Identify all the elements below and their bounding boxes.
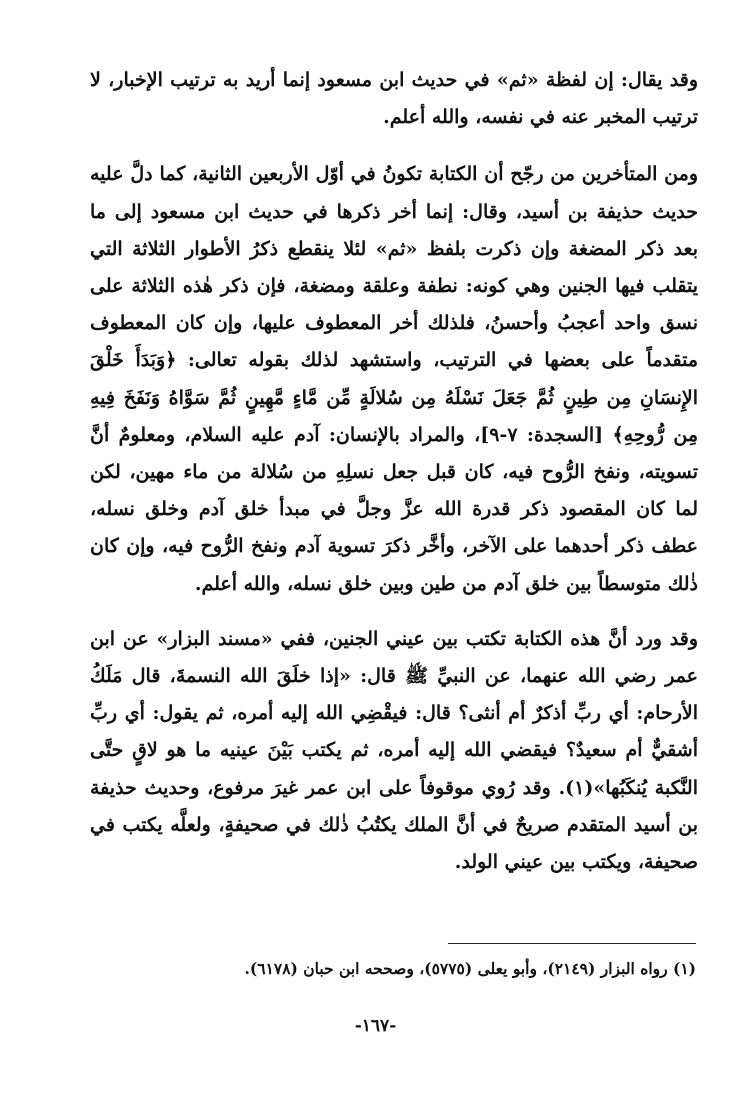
page-number: -١٦٧- xyxy=(354,1016,397,1036)
main-text xyxy=(90,62,698,881)
paragraph-3: وقد ورد أنَّ هذه الكتابة تكتب بين عيني الجنين، ففي «مسند البزار» عن ابن عمر رضي الله عنهما، عن النبيِّ ﷺ قال: «إذا خلَقَ الله النسمةَ، قال مَلَكُ الأرحام: أي ربِّ أذكرٌ أم أنثى؟ قال: فيقْضِي الله إليه أمره، ثم يقول: أي ربِّ أشقيٌّ أم سعيدٌ؟ فيقضي الله إليه أمره، ثم يكتب بَيْنَ عينيه ما هو لاقٍ حتَّى النَّكبة يُنكَبُها»(١). وقد رُوي موقوفاً على ابن عمر غيرَ مرفوع، وحديث حذيفة بن أسيد المتقدم صريحٌ في أنَّ الملك يكتُبُ ذٰلك في صحيفةٍ، ولعلَّه يكتب في صحيفة، ويكتب بين عيني الولد. xyxy=(90,627,699,874)
footnote: (١) رواه البزار (٢١٤٩)، وأبو يعلى (٥٧٧٥)، وصححه ابن حبان (٦١٧٨). xyxy=(244,959,696,978)
footnote-separator xyxy=(448,943,696,944)
paragraph-1: وقد يقال: إن لفظة «ثم» في حديث ابن مسعود إنما أريد به ترتيب الإخبار، لا ترتيب المخبر عنه في نفسه، والله أعلم. xyxy=(90,69,698,129)
paragraph-2: ومن المتأخرين من رجّح أن الكتابة تكونُ في أوّل الأربعين الثانية، كما دلَّ عليه حديث حذيفة بن أسيد، وقال: إنما أخر ذكرها في حديث ابن مسعود إلى ما بعد ذكر المضغة وإن ذكرت بلفظ «ثم» لئلا ينقطع ذكرُ الأطوار الثلاثة التي يتقلب فيها الجنين وهي كونه: نطفة وعلقة ومضغة، فإن ذكر هٰذه الثلاثة على نسق واحد أعجبُ وأحسنُ، فلذلك أخر المعطوف عليها، وإن كان المعطوف متقدماً على بعضها في الترتيب، واستشهد لذلك بقوله تعالى: ﴿وَبَدَأَ خَلْقَ الإِنسَانِ مِن طِينٍ ثُمَّ جَعَلَ نَسْلَهُ مِن سُلالَةٍ مِّن مَّاءٍ مَّهِينٍ ثُمَّ سَوَّاهُ وَنَفَخَ فِيهِ مِن رُّوحِهِ﴾ [السجدة: ٧-٩]، والمراد بالإنسان: آدم عليه السلام، ومعلومٌ أنَّ تسويته، ونفخ الرُّوح فيه، كان قبل جعل نسلِهِ من سُلالة من ماء مهين، لكن لما كان المقصود ذكر قدرة الله عزَّ وجلَّ في مبدأ خلق آدم وخلق نسله، عطف ذكر أحدهما على الآخر، وأخَّر ذكرَ تسوية آدم ونفخ الرُّوح فيه، وإن كان ذٰلك متوسطاً بين خلق آدم من طين وبين خلق نسله، والله أعلم. xyxy=(90,163,699,595)
